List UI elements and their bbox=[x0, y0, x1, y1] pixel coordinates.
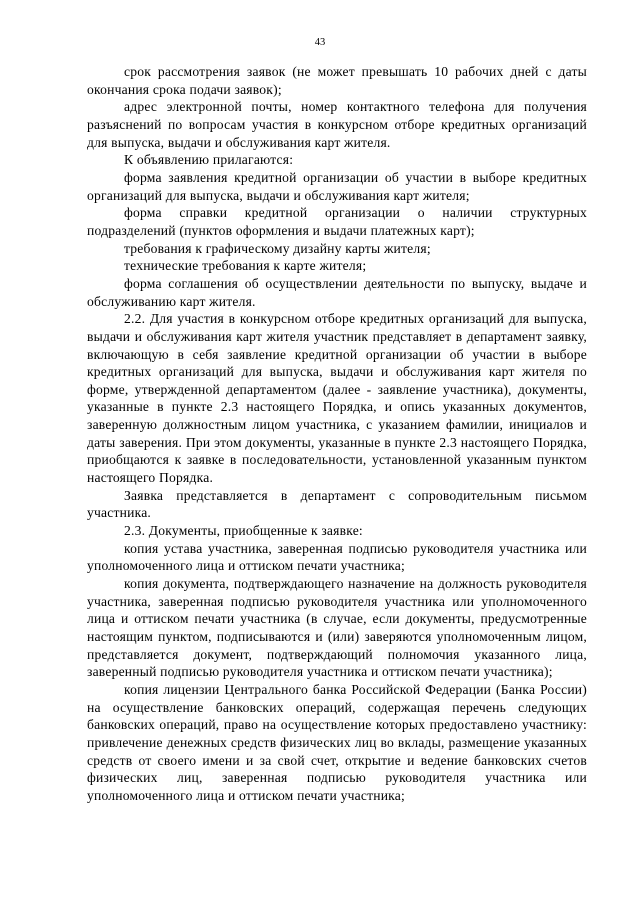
paragraph-attachments-heading: К объявлению прилагаются: bbox=[124, 152, 294, 168]
document-body bbox=[87, 63, 587, 805]
paragraph-agreement-form: форма соглашения об осуществлении деятельности по выпуску, выдаче и обслуживанию карт жителя. bbox=[87, 275, 587, 309]
paragraph-certificate-form: форма справки кредитной организации о наличии структурных подразделений (пунктов оформления и выдачи платежных карт); bbox=[87, 205, 587, 238]
paragraph-charter-copy: копия устава участника, заверенная подписью руководителя участника или уполномоченного лица и оттиском печати участника; bbox=[87, 540, 587, 574]
paragraph-application-form: форма заявления кредитной организации об участии в выборе кредитных организаций для выпуска, выдачи и обслуживания карт жителя; bbox=[87, 169, 587, 203]
paragraph-section-2-2: 2.2. Для участия в конкурсном отборе кредитных организаций для выпуска, выдачи и обслуживания карт жителя участник представляет в департамент заявку, включающую в себя заявление кредитной организации об участии в выборе кредитных организаций для выпуска, выдачи и обслуживания карт жителя по форме, утвержденной департаментом (далее - заявление участника), документы, указанные в пункте 2.3 настоящего Порядка, и опись указанных документов, заверенную должностным лицом участника, с указанием фамилии, инициалов и даты заверения. При этом документы, указанные в пункте 2.3 настоящего Порядка, приобщаются к заявке в последовательности, установленной указанным пунктом настоящего Порядка. bbox=[87, 311, 587, 486]
page-number: 43 bbox=[314, 37, 326, 48]
paragraph-cover-letter: Заявка представляется в департамент с сопроводительным письмом участника. bbox=[87, 487, 587, 521]
paragraph-section-2-3-heading: 2.3. Документы, приобщенные к заявке: bbox=[124, 523, 363, 539]
paragraph-review-period: срок рассмотрения заявок (не может превышать 10 рабочих дней с даты окончания срока подачи заявок); bbox=[87, 64, 587, 97]
paragraph-license-copy: копия лицензии Центрального банка Российской Федерации (Банка России) на осуществление банковских операций, содержащая перечень следующих банковских операций, право на осуществление которых предоставлено участнику: привлечение денежных средств физических лиц во вклады, размещение указанных средств от своего имени и за свой счет, открытие и ведение банковских счетов физических лиц, заверенная подписью руководителя участника или уполномоченного лица и оттиском печати участника; bbox=[87, 681, 587, 803]
paragraph-contact-info: адрес электронной почты, номер контактного телефона для получения разъяснений по вопросам участия в конкурсном отборе кредитных организаций для выпуска, выдачи и обслуживания карт жителя. bbox=[87, 99, 587, 150]
paragraph-appointment-copy: копия документа, подтверждающего назначение на должность руководителя участника, заверенная подписью руководителя участника или уполномоченного лица и оттиском печати участника (в случае, если документы, предусмотренные настоящим пунктом, подписываются и (или) заверяются уполномоченным лицом, представляется документ, подтверждающий полномочия указанного лица, заверенный подписью руководителя участника и оттиском печати участника); bbox=[87, 576, 587, 680]
paragraph-technical-requirements: технические требования к карте жителя; bbox=[124, 258, 367, 274]
paragraph-design-requirements: требования к графическому дизайну карты жителя; bbox=[124, 240, 431, 256]
